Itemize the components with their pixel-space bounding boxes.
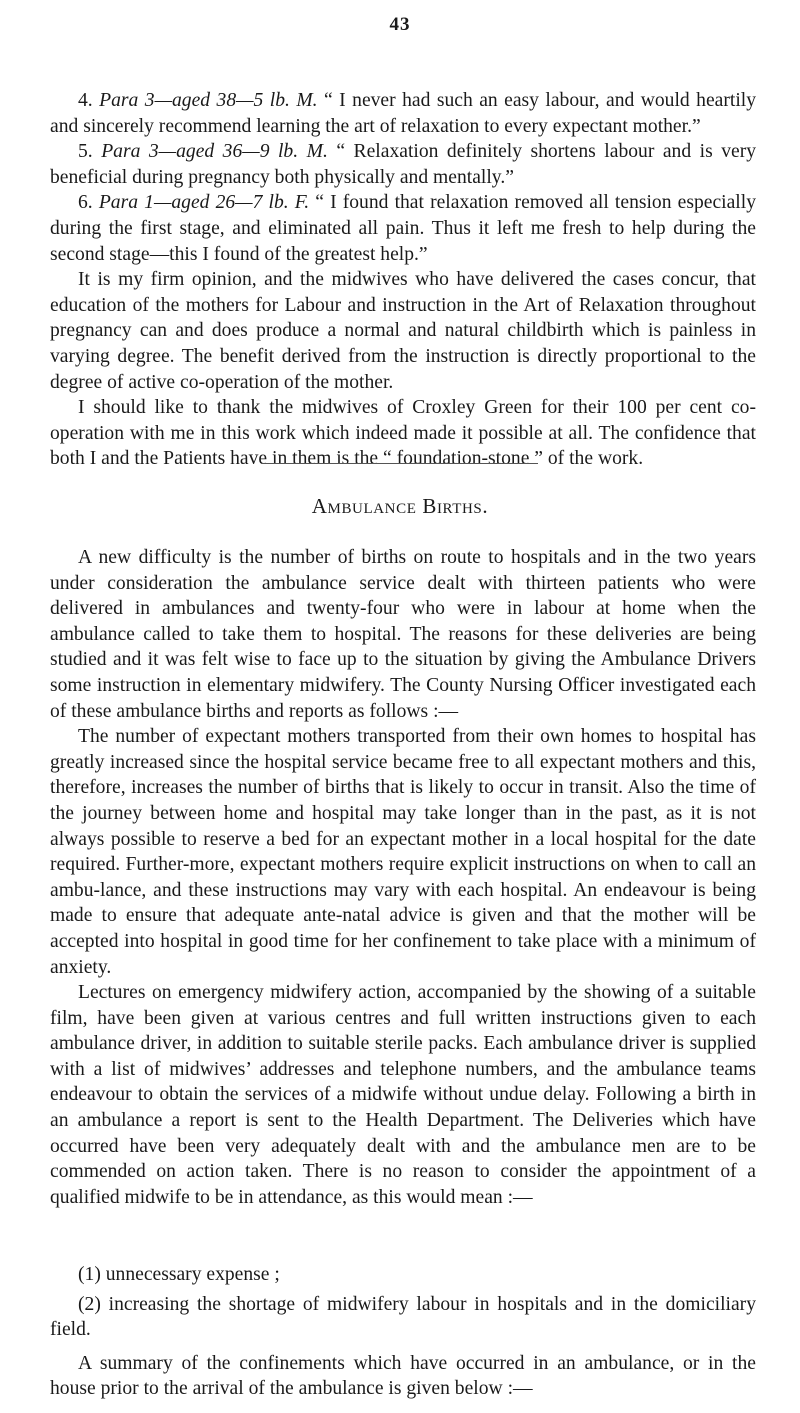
section-heading: Ambulance Births.: [311, 494, 489, 518]
testimonial-quote: “ I never had such an easy labour, and would heartily and sincerely recommend learning the art of relaxation to every expectant mother.”: [50, 90, 757, 137]
reasons-section: [50, 1262, 756, 1402]
testimonial-label: 5.: [78, 141, 102, 163]
paragraph-thanks: I should like to thank the midwives of Croxley Green for their 100 per cent co-operation with me in this work which indeed made it possible at all. The confidence that both I and the Patients have in them is the “ foundation-stone ” of the work.: [50, 397, 756, 470]
paragraph-opinion: It is my firm opinion, and the midwives who have delivered the cases concur, that education of the mothers for Labour and instruction in the Art of Relaxation throughout pregnancy can and does produce a normal and natural childbirth which is painless in varying degree. The benefit derived from the instruction is directly proportional to the degree of active co-operation of the mother.: [50, 269, 756, 393]
testimonial-4: [50, 88, 756, 139]
testimonials-section: [50, 88, 756, 472]
ambulance-births-section: [50, 545, 756, 1210]
list-item: (2) increasing the shortage of midwifery labour in hospitals and in the domiciliary field.: [50, 1293, 756, 1341]
testimonial-5: [50, 139, 756, 190]
testimonial-meta: Para 3—aged 36—9 lb. M.: [101, 141, 328, 163]
testimonial-6: [50, 190, 756, 267]
paragraph-transport: The number of expectant mothers transported from their own homes to hospital has greatly increased since the hospital service became free to all expectant mothers and this, therefore, increases the number of births that is likely to occur in transit. Also the time of the journey between home and hospital may take longer than in the past, as it is not always possible to reserve a bed for an expectant mother in a local hospital for the date required. Further-more, expectant mothers require explicit instructions on when to call an ambu-lance, and these instructions may vary with each hospital. An endeavour is being made to ensure that adequate ante-natal advice is given and that the mother will be accepted into hospital in good time for her confinement to take place with a minimum of anxiety.: [50, 726, 756, 978]
testimonial-label: 4.: [78, 90, 100, 111]
section-divider: [262, 463, 538, 464]
testimonial-label: 6.: [78, 192, 99, 214]
testimonial-meta: Para 1—aged 26—7 lb. F.: [98, 192, 310, 214]
paragraph-difficulty: A new difficulty is the number of births on route to hospitals and in the two years under consideration the ambulance service dealt with thirteen patients who were delivered in ambulances and twenty-four who were in labour at home when the ambulance called to take them to hospital. The reasons for these deliveries are being studied and it was felt wise to face up to the situation by giving the Ambulance Drivers some instruction in elementary midwifery. The County Nursing Officer investigated each of these ambulance births and reports as follows :—: [50, 547, 756, 722]
paragraph-lectures: Lectures on emergency midwifery action, accompanied by the showing of a suitable film, have been given at various centres and full written instructions given to each ambulance driver, in addition to suitable sterile packs. Each ambulance driver is supplied with a list of midwives’ addresses and telephone numbers, and the ambulance teams endeavour to obtain the services of a midwife without undue delay. Following a birth in an ambulance a report is sent to the Health Department. The Deliveries which have occurred have been very adequately dealt with and the ambulance men are to be commended on action taken. There is no reason to consider the appointment of a qualified midwife to be in attendance, as this would mean :—: [50, 982, 756, 1208]
testimonial-meta: Para 3—aged 38—5 lb. M.: [99, 90, 318, 111]
list-item: (1) unnecessary expense ;: [78, 1264, 280, 1285]
testimonial-quote: “ I found that relaxation removed all tension especially during the first stage, and eliminated all pain. Thus it left me fresh to help during the second stage—this I found of the greatest help.”: [50, 192, 756, 265]
paragraph-summary: A summary of the confinements which have occurred in an ambulance, or in the house prior to the arrival of the ambulance is given below :—: [50, 1352, 756, 1400]
testimonial-quote: “ Relaxation definitely shortens labour and is very beneficial during pregnancy both physically and mentally.”: [50, 141, 757, 188]
page-number: 43: [389, 14, 411, 35]
